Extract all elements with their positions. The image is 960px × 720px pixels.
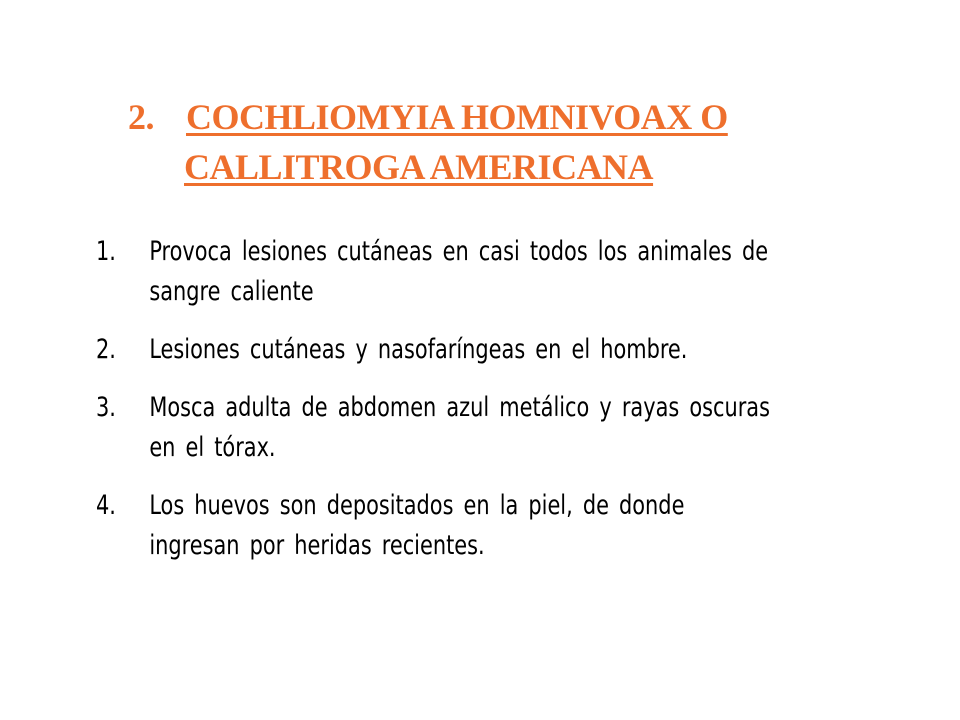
list-item [96, 330, 784, 370]
list-item-number: 3. [96, 392, 116, 423]
title-line-1: COCHLIOMYIA HOMNIVOAX O [186, 97, 728, 137]
title-row [128, 92, 888, 142]
list-item-number: 4. [96, 490, 116, 521]
bullet-list [96, 232, 784, 584]
list-item-text: Provoca lesiones cutáneas en casi todos los animales de sangre caliente [149, 236, 769, 307]
list-item [96, 486, 784, 566]
list-item-text: Mosca adulta de abdomen azul metálico y rayas oscuras en el tórax. [149, 392, 770, 463]
title-number: 2. [128, 97, 154, 137]
title-line-2: CALLITROGA AMERICANA [184, 147, 654, 187]
list-item [96, 232, 784, 312]
list-item-text: Lesiones cutáneas y nasofaríngeas en el hombre. [149, 334, 688, 365]
title-line-2-wrapper [128, 142, 888, 192]
list-item-text: Los huevos son depositados en la piel, de donde ingresan por heridas recientes. [149, 490, 685, 561]
list-item [96, 388, 784, 468]
slide-title [128, 92, 888, 192]
title-text [186, 92, 728, 142]
list-item-number: 1. [96, 236, 116, 267]
list-item-number: 2. [96, 334, 116, 365]
